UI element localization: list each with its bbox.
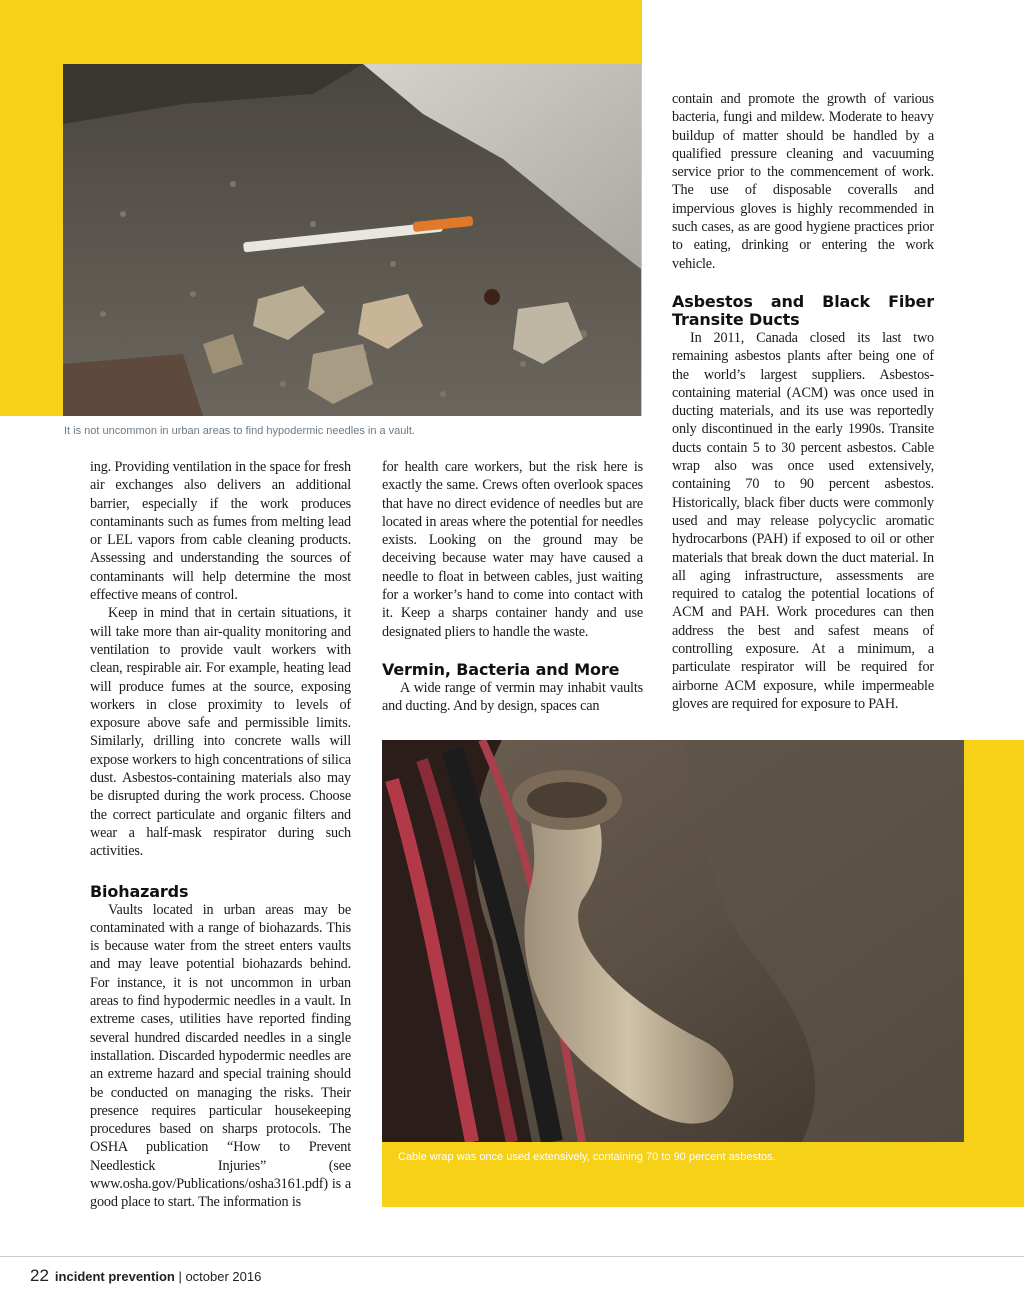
heading-vermin: Vermin, Bacteria and More	[382, 659, 620, 679]
article-column-2	[382, 458, 643, 716]
issue-date: october 2016	[185, 1269, 262, 1284]
paragraph-vermin: A wide range of vermin may inhabit vaults and ducting. And by design, spaces can	[382, 679, 643, 715]
paragraph-ventilation: ing. Providing ventilation in the space for fresh air exchanges also delivers an additional barrier, especially if the work produces contaminants such as fumes from melting lead or LEL vapors from cable cleaning products. Assessing and understanding the sources of contaminants will help determine the most effective means of control.	[90, 459, 351, 604]
paragraph-bacteria: contain and promote the growth of various bacteria, fungi and mildew. Moderate to heavy buildup of matter should be handled by a qualified pressure cleaning and vacuuming service prior to the commencement of work. The use of disposable coveralls and impervious gloves is highly recommended in such cases, as are good hygiene practices prior to eating, drinking or entering the work vehicle.	[672, 91, 934, 272]
cable-photo-caption: Cable wrap was once used extensively, containing 70 to 90 percent asbestos.	[398, 1151, 776, 1163]
footer-rule	[0, 1256, 1024, 1257]
paragraph-air-quality: Keep in mind that in certain situations, it will take more than air-quality monitoring and ventilation to provide vault workers with clean, respirable air. For example, heating lead will produce fumes at the source, exposing workers in close proximity to levels of exposure above safe and permissible limits. Similarly, drilling into concrete walls will expose workers to high concentrations of silica dust. Asbestos-containing materials also may be disrupted during the work process. Choose the correct particulate and organic filters and wear a half-mask respirator during such activities.	[90, 605, 351, 860]
page-number: 22	[30, 1266, 49, 1285]
paragraph-needles: for health care workers, but the risk here is exactly the same. Crews often overlook spaces that have no direct evidence of needles but are located in areas where the potential for needles exists. Looking on the ground may be deceiving because water may have caused a needle to float in between cables, just waiting for a worker’s hand to come into contact with it. Keep a sharps container handy and use designated pliers to handle the waste.	[382, 459, 643, 640]
magazine-name: incident prevention	[54, 1269, 175, 1284]
page-footer	[30, 1266, 261, 1286]
needle-vault-photo	[63, 64, 641, 416]
article-column-1	[90, 458, 351, 1212]
paragraph-asbestos: In 2011, Canada closed its last two remaining asbestos plants after being one of the world’s largest suppliers. Asbestos-containing material (ACM) was once used in ducting materials, and its use was reportedly only discontinued in the early 1990s. Transite ducts contain 5 to 30 percent asbestos. Cable wrap also was once used extensively, containing 70 to 90 percent asbestos. Historically, black fiber ducts were commonly used and may release polycyclic aromatic hydrocarbons (PAH) if exposed to oil or other materials that break down the duct material. In all aging infrastructure, assessments are required to catalog the potential locations of ACM and PAH. Work procedures can then address the best and safest means of controlling exposure. At a minimum, a particulate respirator will be required for airborne ACM exposure, while impermeable gloves are required for exposure to PAH.	[672, 329, 934, 712]
cable-wrap-photo	[382, 740, 964, 1142]
article-column-3	[672, 90, 934, 713]
footer-separator: |	[174, 1269, 186, 1284]
paragraph-biohazards: Vaults located in urban areas may be contaminated with a range of biohazards. This is because water from the street enters vaults and may leave potential biohazards behind. For instance, it is not uncommon in urban areas to find hypodermic needles in a vault. In extreme cases, utilities have reported finding several hundred discarded needles in a single installation. Discarded hypodermic needles are an extreme hazard and special training should be conducted on managing the risks. Their presence requires particular housekeeping procedures based on sharps protocols. The OSHA publication “How to Prevent Needlestick Injuries” (see www.osha.gov/Publications/osha3161.pdf) is a good place to start. The information is	[90, 901, 351, 1211]
needle-photo-caption: It is not uncommon in urban areas to find hypodermic needles in a vault.	[64, 425, 415, 437]
heading-biohazards: Biohazards	[90, 881, 189, 901]
heading-asbestos: Asbestos and Black Fiber Transite Ducts	[672, 291, 934, 329]
